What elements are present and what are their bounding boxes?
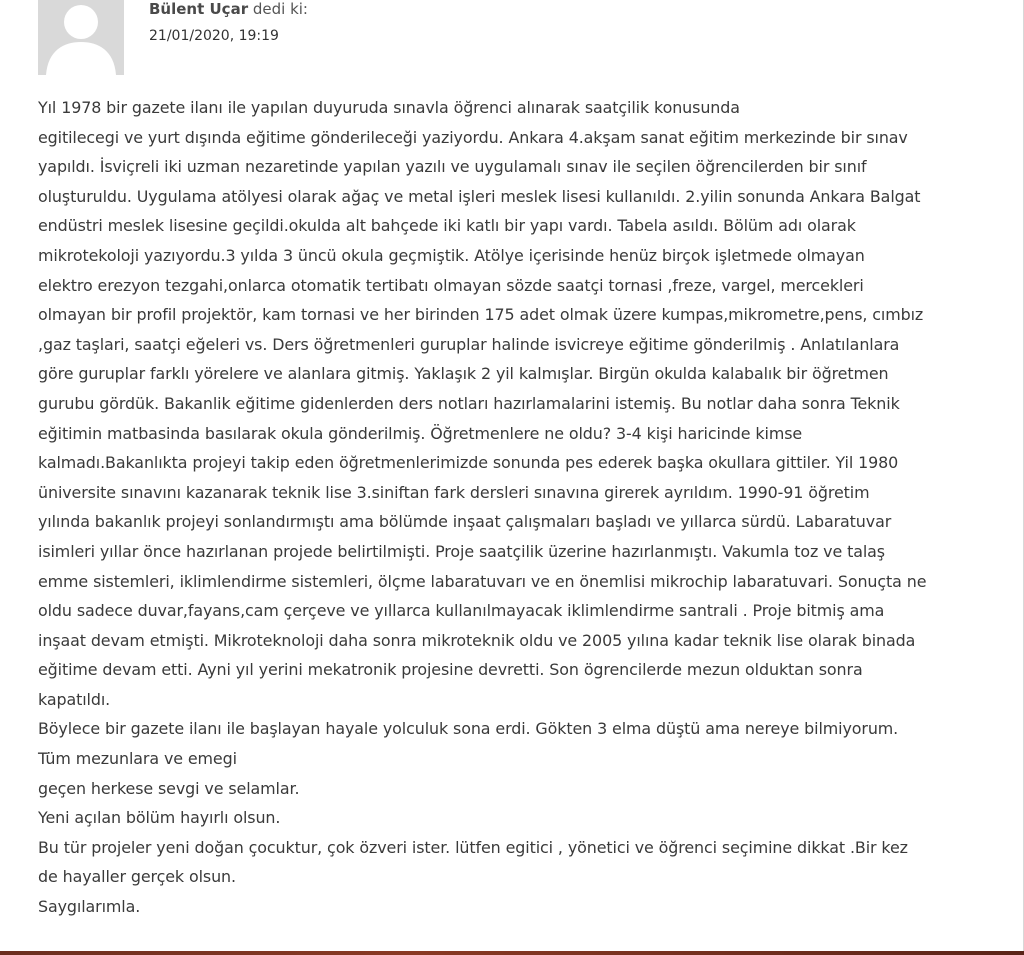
- comment-body-line: Bu tür projeler yeni doğan çocuktur, çok özveri ister. lütfen egitici , yönetici ve öğrenci seçimine dikkat .Bir kez: [38, 837, 908, 857]
- comment-body-line: kalmadı.Bakanlıkta projeyi takip eden öğretmenlerimizde sonunda pes ederek başka okullara gittiler. Yil 1980: [38, 453, 899, 473]
- comment-body-line: Tüm mezunlara ve emegi: [38, 749, 237, 769]
- comment-body-line: üniversite sınavını kazanarak teknik lise 3.siniftan fark dersleri sınavına girerek ayrıldım. 1990-91 öğretim: [38, 482, 870, 502]
- comment-body-line: mikrotekoloji yazıyordu.3 yılda 3 üncü okula geçmiştik. Atölye içerisinde henüz birçok işletmede olmayan: [38, 245, 865, 265]
- comment-body-line: kapatıldı.: [38, 689, 111, 709]
- comment-body-line: Yıl 1978 bir gazete ilanı ile yapılan duyuruda sınavla öğrenci alınarak saatçilik konusunda: [38, 98, 740, 117]
- comment-body-line: oldu sadece duvar,fayans,cam çerçeve ve yıllarca kullanılmayacak iklimlendirme santrali . Proje bitmiş ama: [38, 601, 885, 621]
- comment-body-line: isimleri yıllar önce hazırlanan projede belirtilmişti. Proje saatçilik üzerine hazırlanmıştı. Vakumla toz ve talaş: [38, 541, 885, 561]
- comment-date-link[interactable]: 21/01/2020, 19:19: [149, 28, 279, 44]
- comment-body-line: oluşturuldu. Uygulama atölyesi olarak ağaç ve metal işleri meslek lisesi kullanıldı. 2.yilin sonunda Ankara Balgat: [38, 186, 921, 206]
- footer-divider: [0, 951, 1024, 955]
- comment-body-line: eğitimin matbasinda basılarak okula gönderilmiş. Öğretmenlere ne oldu? 3-4 kişi haricinde kimse: [38, 423, 803, 443]
- comment-body-line: yılında bakanlık projeyi sonlandırmıştı ama bölümde inşaat çalışmaları başladı ve yıllarca sürdü. Labaratuvar: [38, 512, 892, 532]
- comment-body-line: Saygılarımla.: [38, 897, 141, 917]
- comment-body-line: yapıldı. İsviçreli iki uzman nezaretinde yapılan yazılı ve uygulamalı sınav ile seçilen öğrencilerden bir sınıf: [38, 157, 867, 177]
- comment-body: [38, 93, 983, 922]
- comment-body-line: eğitime devam etti. Ayni yıl yerini mekatronik projesine devretti. Son ögrencilerde mezun olduktan sonra: [38, 660, 863, 680]
- comment-body-line: endüstri meslek lisesine geçildi.okulda alt bahçede iki katlı bir yapı vardı. Tabela asıldı. Bölüm adı olarak: [38, 216, 856, 236]
- comment-body-line: Yeni açılan bölüm hayırlı olsun.: [38, 808, 281, 828]
- comment-body-line: inşaat devam etmişti. Mikroteknoloji daha sonra mikroteknik oldu ve 2005 yılına kadar teknik lise olarak binada: [38, 630, 916, 650]
- comment-author-name[interactable]: Bülent Uçar: [149, 0, 249, 18]
- comment-body-line: olmayan bir profil projektör, kam tornasi ve her birinden 175 adet olmak üzere kumpas,mikrometre,pens, cımbız: [38, 305, 924, 325]
- comment-body-line: de hayaller gerçek olsun.: [38, 867, 236, 887]
- comment-body-line: emme sistemleri, iklimlendirme sistemleri, ölçme labaratuvarı ve en önemlisi mikrochip labaratuvari. Sonuçta ne: [38, 571, 927, 591]
- default-user-avatar-icon: [38, 0, 124, 75]
- comment-body-line: Böylece bir gazete ilanı ile başlayan hayale yolculuk sona erdi. Gökten 3 elma düştü ama nereye bilmiyorum.: [38, 719, 899, 739]
- comment-body-line: egitilecegi ve yurt dışında eğitime gönderileceği yaziyordu. Ankara 4.akşam sanat eğitim merkezinde bir sınav: [38, 127, 908, 147]
- comment-body-line: göre guruplar farklı yörelere ve alanlara gitmiş. Yaklaşık 2 yil kalmışlar. Birgün okulda kalabalık bir öğretmen: [38, 364, 889, 384]
- comment-said-label: dedi ki:: [252, 0, 308, 18]
- comment-body-line: ,gaz taşlari, saatçi eğeleri vs. Ders öğretmenleri guruplar halinde isvicreye eğitime gönderilmiş . Anlatılanlara: [38, 334, 900, 354]
- user-avatar-icon: [38, 0, 124, 75]
- comment-author-line: [149, 0, 308, 18]
- comment-body-line: gurubu gördük. Bakanlik eğitime gidenlerden ders notları hazırlamalarini istemiş. Bu notlar daha sonra Teknik: [38, 393, 900, 413]
- comment-body-line: elektro erezyon tezgahi,onlarca otomatik tertibatı olmayan sözde saatçi tornasi ,freze, vargel, mercekleri: [38, 275, 864, 295]
- comment-body-line: geçen herkese sevgi ve selamlar.: [38, 778, 300, 798]
